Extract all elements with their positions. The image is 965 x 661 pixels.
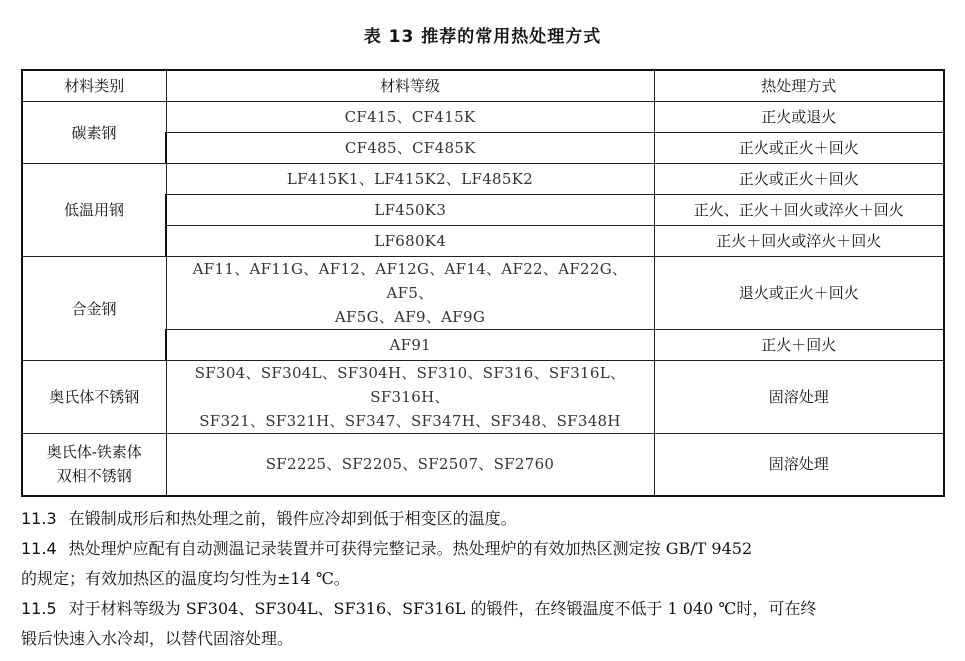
table-row	[22, 164, 944, 195]
grade-cell: AF91	[166, 330, 654, 361]
treatment-cell: 退火或正火＋回火	[654, 257, 944, 330]
grade-line: AF11、AF11G、AF12、AF12G、AF14、AF22、AF22G、AF5、	[192, 260, 628, 302]
paragraph-11-4	[21, 534, 946, 594]
category-cell: 奥氏体不锈钢	[22, 361, 166, 434]
table-row	[22, 257, 944, 330]
treatment-cell: 固溶处理	[654, 434, 944, 496]
grade-cell: SF2225、SF2205、SF2507、SF2760	[166, 434, 654, 496]
grade-cell	[166, 361, 654, 434]
grade-cell: CF415、CF415K	[166, 102, 654, 133]
clause-text: 热处理炉应配有自动测温记录装置并可获得完整记录。热处理炉的有效加热区测定按 GB/T 9452	[68, 539, 753, 558]
header-treatment: 热处理方式	[654, 70, 944, 102]
table-row	[22, 361, 944, 434]
table-row	[22, 102, 944, 133]
category-cell	[22, 434, 166, 496]
grade-line: AF5G、AF9、AF9G	[334, 308, 486, 326]
paragraph-11-5	[21, 594, 946, 654]
category-cell: 碳素钢	[22, 102, 166, 164]
treatment-cell: 正火或退火	[654, 102, 944, 133]
treatment-cell: 正火＋回火	[654, 330, 944, 361]
clause-text: 在锻制成形后和热处理之前，锻件应冷却到低于相变区的温度。	[68, 509, 517, 528]
category-cell: 低温用钢	[22, 164, 166, 257]
category-line: 双相不锈钢	[56, 467, 132, 486]
clause-text: 锻后快速入水冷却，以替代固溶处理。	[21, 629, 294, 648]
paragraph-11-3	[21, 504, 946, 534]
clause-text: 的规定；有效加热区的温度均匀性为±14 ℃。	[21, 569, 350, 588]
grade-cell: LF415K1、LF415K2、LF485K2	[166, 164, 654, 195]
table-title: 表 13 推荐的常用热处理方式	[363, 27, 602, 47]
category-cell: 合金钢	[22, 257, 166, 361]
grade-cell: LF450K3	[166, 195, 654, 226]
treatment-cell: 正火或正火＋回火	[654, 164, 944, 195]
grade-cell: CF485、CF485K	[166, 133, 654, 164]
treatment-cell: 正火、正火＋回火或淬火＋回火	[654, 195, 944, 226]
grade-line: SF321、SF321H、SF347、SF347H、SF348、SF348H	[199, 412, 621, 430]
treatment-cell: 正火＋回火或淬火＋回火	[654, 226, 944, 257]
grade-cell	[166, 257, 654, 330]
header-category: 材料类别	[22, 70, 166, 102]
clause-number: 11.4	[21, 539, 57, 558]
grade-cell: LF680K4	[166, 226, 654, 257]
grade-line: SF304、SF304L、SF304H、SF310、SF316、SF316L、SF316H、	[194, 364, 626, 406]
clause-number: 11.3	[21, 509, 57, 528]
clause-text: 对于材料等级为 SF304、SF304L、SF316、SF316L 的锻件，在终锻温度不低于 1 040 ℃时，可在终	[68, 599, 817, 618]
category-line: 奥氏体-铁素体	[46, 443, 142, 462]
table-row	[22, 434, 944, 496]
table-header-row	[22, 70, 944, 102]
clause-number: 11.5	[21, 599, 57, 618]
header-grade: 材料等级	[166, 70, 654, 102]
heat-treatment-table	[21, 69, 945, 497]
treatment-cell: 正火或正火＋回火	[654, 133, 944, 164]
treatment-cell: 固溶处理	[654, 361, 944, 434]
